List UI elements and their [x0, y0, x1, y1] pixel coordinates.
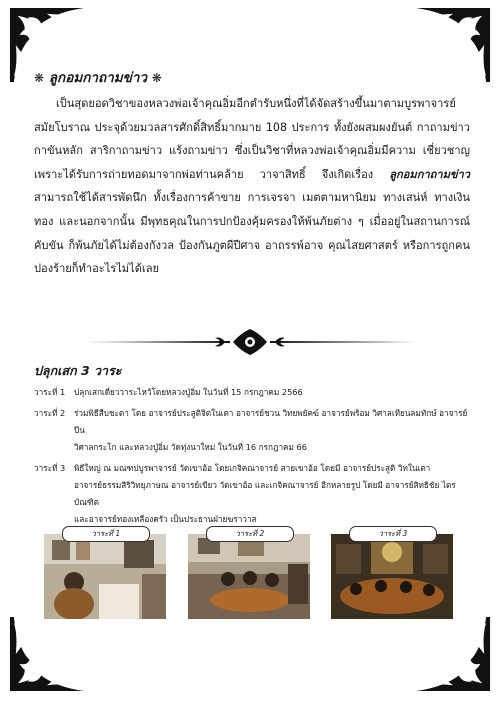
intro-line: และนอกจากนั้น มีพุทธคุณในการปกป้องคุ้มครองให้พ้นภัยต่าง ๆ เมื่ออยู่ในสถานการณ์คับขัน — [34, 214, 470, 252]
list-item — [34, 384, 474, 401]
round-text — [74, 405, 474, 456]
ceremony-photo-2 — [188, 524, 310, 619]
section-divider-ornament — [75, 327, 425, 357]
round-label: วาระที่ 2 — [34, 408, 66, 418]
round-line: พิธีใหญ่ ณ มณฑปบูรพาจารย์ วัดเขาอ้อ โดยเกจิคณาจารย์ สายเขาอ้อ โดยมี อาจารย์ประสูติ วิทในเตา — [74, 463, 431, 473]
round-label: วาระที่ 3 — [34, 463, 66, 473]
intro-line: ปองร้ายก็ทำอะไรไม่ได้เลย — [34, 262, 159, 276]
round-text — [74, 460, 474, 528]
ritual-rounds-list — [34, 384, 474, 532]
article-heading — [34, 66, 162, 88]
corner-ornament-bottom-left — [8, 615, 86, 693]
photo-caption: วาระที่ 1 — [62, 526, 150, 542]
article-title: ลูกอมกาถามข่าว — [48, 70, 148, 86]
round-line: วิศาลกระโก และหลวงปู่อิ่ม วัดทุ่งนาใหม่ ในวันที่ 16 กรกฎาคม 66 — [74, 442, 307, 452]
ceremony-photo-image — [44, 534, 166, 619]
round-line: และอาจารย์ทองเหลืองครัว เป็นประธานฝ่ายฆราวาส — [74, 514, 257, 524]
intro-line: เชี่ยวชาญเพราะได้รับการถ่ายทอดมาจากพ่อท่านคล้าย วาจาสิทธิ์ จึงเกิดเรื่อง — [34, 144, 471, 181]
intro-line: เป็นสุดยอดวิชาของหลวงพ่อเจ้าคุณอิ่มอีกตำรับหนึ่งที่ได้จัดสร้างขึ้นมาตามบูรพาจารย์ — [56, 97, 456, 110]
intro-emphasis: ลูกอมกาถามข่าว — [389, 167, 470, 181]
ritual-section-title: ปลุกเสก 3 วาระ — [34, 363, 122, 378]
corner-ornament-top-right — [414, 6, 492, 84]
photo-caption: วาระที่ 2 — [206, 526, 294, 542]
list-item — [34, 405, 474, 456]
list-item — [34, 460, 474, 528]
round-text — [74, 384, 474, 401]
intro-line: กาถามข่าว กาขันหลัก สาริกาถามข่าว แร้งถามข่าว ซึ่งเป็นวิชาที่หลวงพ่อเจ้าคุณอิ่มมีความ — [34, 120, 470, 158]
flower-icon: ❋ — [34, 71, 45, 85]
round-line: ร่วมพิธีสืบชะตา โดย อาจารย์ประสูติจิตในเตา อาจารย์ชวน วิทยพยัคฆ์ อาจารย์พร้อม วิศาลเทียนลมทักษ์ อาจารย์ปีน — [74, 408, 468, 435]
ceremony-photo-1 — [44, 524, 166, 619]
ceremony-photo-3 — [331, 524, 453, 619]
round-line: ปลุกเสกเดี่ยววาระไหว้โดยหลวงปู่อิ่ม ในวันที่ 15 กรกฎาคม 2566 — [74, 387, 303, 397]
intro-line: สมัยโบราณ ประจุด้วยมวลสารศักดิ์สิทธิ์มากมาย 108 ประการ ทั้งยังผสมผงยันต์ — [34, 120, 413, 134]
intro-line: ก็พ้นภัยได้ไม่ต้องกังวล ป้องกันภูตผีปีศาจ อาถรรพ์อาจ คุณไสยศาสตร์ หรือการถูกคน — [68, 238, 470, 252]
ceremony-photo-image — [331, 534, 453, 619]
photo-caption: วาระที่ 3 — [349, 526, 437, 542]
round-label: วาระที่ 1 — [34, 387, 66, 397]
flower-icon: ❋ — [151, 71, 162, 85]
ceremony-photo-image — [188, 534, 310, 619]
round-line: อาจารย์ธรรมสิริวิทยุภาษณ อาจารย์เขียว วัดเขาอ้อ และเกจิคณาจารย์ อีกหลายรูป โดยมี อาจารย์สิทธิชัย ไตรบัณฑิต — [74, 480, 456, 507]
intro-paragraph — [34, 92, 470, 281]
intro-line: สามารถใช้ได้สารพัดนึก ทั้งเรื่องการค้าขาย การเจรจา เมตตามหานิยม ทางเสน่ห์ ทางเงินทอง — [34, 191, 470, 228]
corner-ornament-bottom-right — [414, 615, 492, 693]
